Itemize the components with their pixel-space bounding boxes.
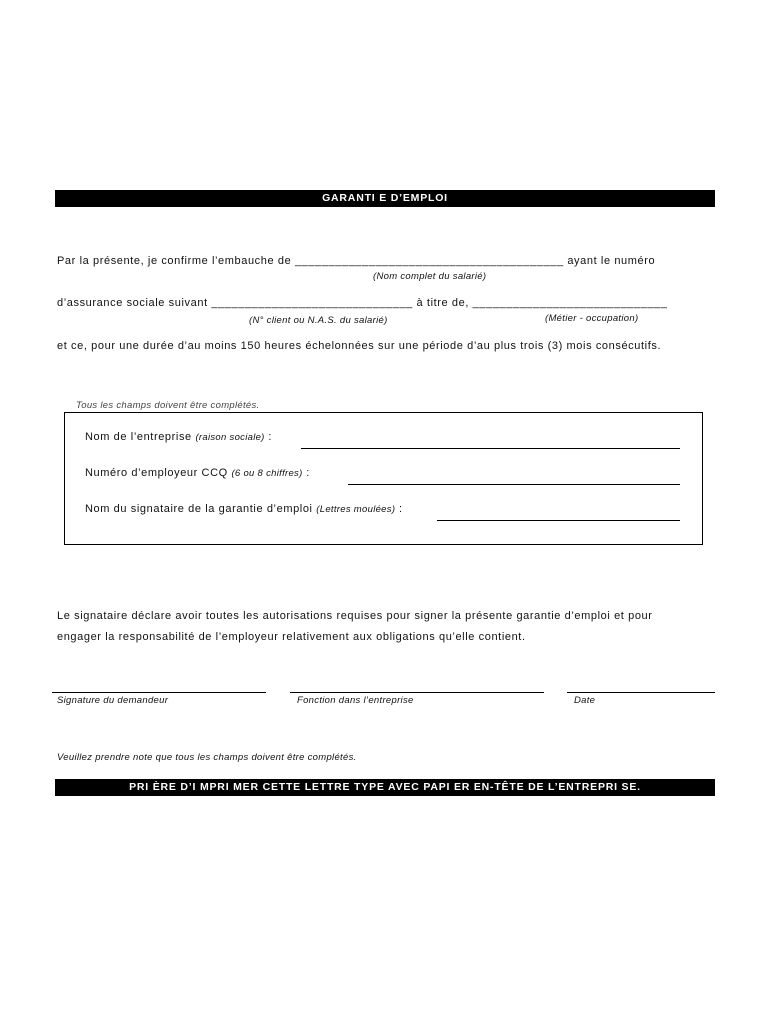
- caption-nas: (N° client ou N.A.S. du salarié): [249, 315, 388, 326]
- intro-line-2: d’assurance sociale suivant ______________________________ à titre de, _____________________________: [57, 297, 668, 309]
- field-hint: (raison sociale): [195, 432, 265, 443]
- title-banner: GARANTI E D’EMPLOI: [55, 190, 715, 207]
- field-hint: (6 ou 8 chiffres): [231, 468, 303, 479]
- field-colon: :: [268, 431, 272, 443]
- function-label: Fonction dans l’entreprise: [297, 695, 414, 706]
- declaration-line-1: Le signataire déclare avoir toutes les autorisations requises pour signer la présente garantie d’emploi et pour: [57, 610, 653, 622]
- employer-number-field[interactable]: [348, 484, 680, 485]
- caption-job: (Métier - occupation): [545, 313, 639, 324]
- intro-line-3: et ce, pour une durée d’au moins 150 heures échelonnées sur une période d’au plus trois (3) mois consécutifs.: [57, 340, 662, 352]
- field-company-name-label: [85, 431, 272, 443]
- field-signatory-name-label: [85, 503, 403, 515]
- function-line[interactable]: [290, 692, 544, 693]
- declaration-line-2: engager la responsabilité de l’employeur relativement aux obligations qu’elle contient.: [57, 631, 526, 643]
- caption-employee-name: (Nom complet du salarié): [373, 271, 487, 282]
- footer-note: Veuillez prendre note que tous les champs doivent être complétés.: [57, 752, 357, 763]
- intro-line-1: Par la présente, je confirme l’embauche de ________________________________________ ayant le numéro: [57, 255, 656, 267]
- date-line[interactable]: [567, 692, 715, 693]
- field-label: Nom de l’entreprise: [85, 431, 192, 443]
- date-label: Date: [574, 695, 596, 706]
- field-employer-number-label: [85, 467, 310, 479]
- field-label: Nom du signataire de la garantie d’emploi: [85, 503, 313, 515]
- field-colon: :: [306, 467, 310, 479]
- form-header-note: Tous les champs doivent être complétés.: [76, 400, 260, 411]
- print-instruction-banner: PRI ÈRE D’I MPRI MER CETTE LETTRE TYPE AVEC PAPI ER EN-TÊTE DE L’ENTREPRI SE.: [55, 779, 715, 796]
- company-name-field[interactable]: [301, 448, 680, 449]
- signature-label: Signature du demandeur: [57, 695, 169, 706]
- field-hint: (Lettres moulées): [316, 504, 396, 515]
- signatory-name-field[interactable]: [437, 520, 680, 521]
- field-colon: :: [398, 503, 403, 515]
- signature-line[interactable]: [52, 692, 266, 693]
- field-label: Numéro d’employeur CCQ: [85, 467, 228, 479]
